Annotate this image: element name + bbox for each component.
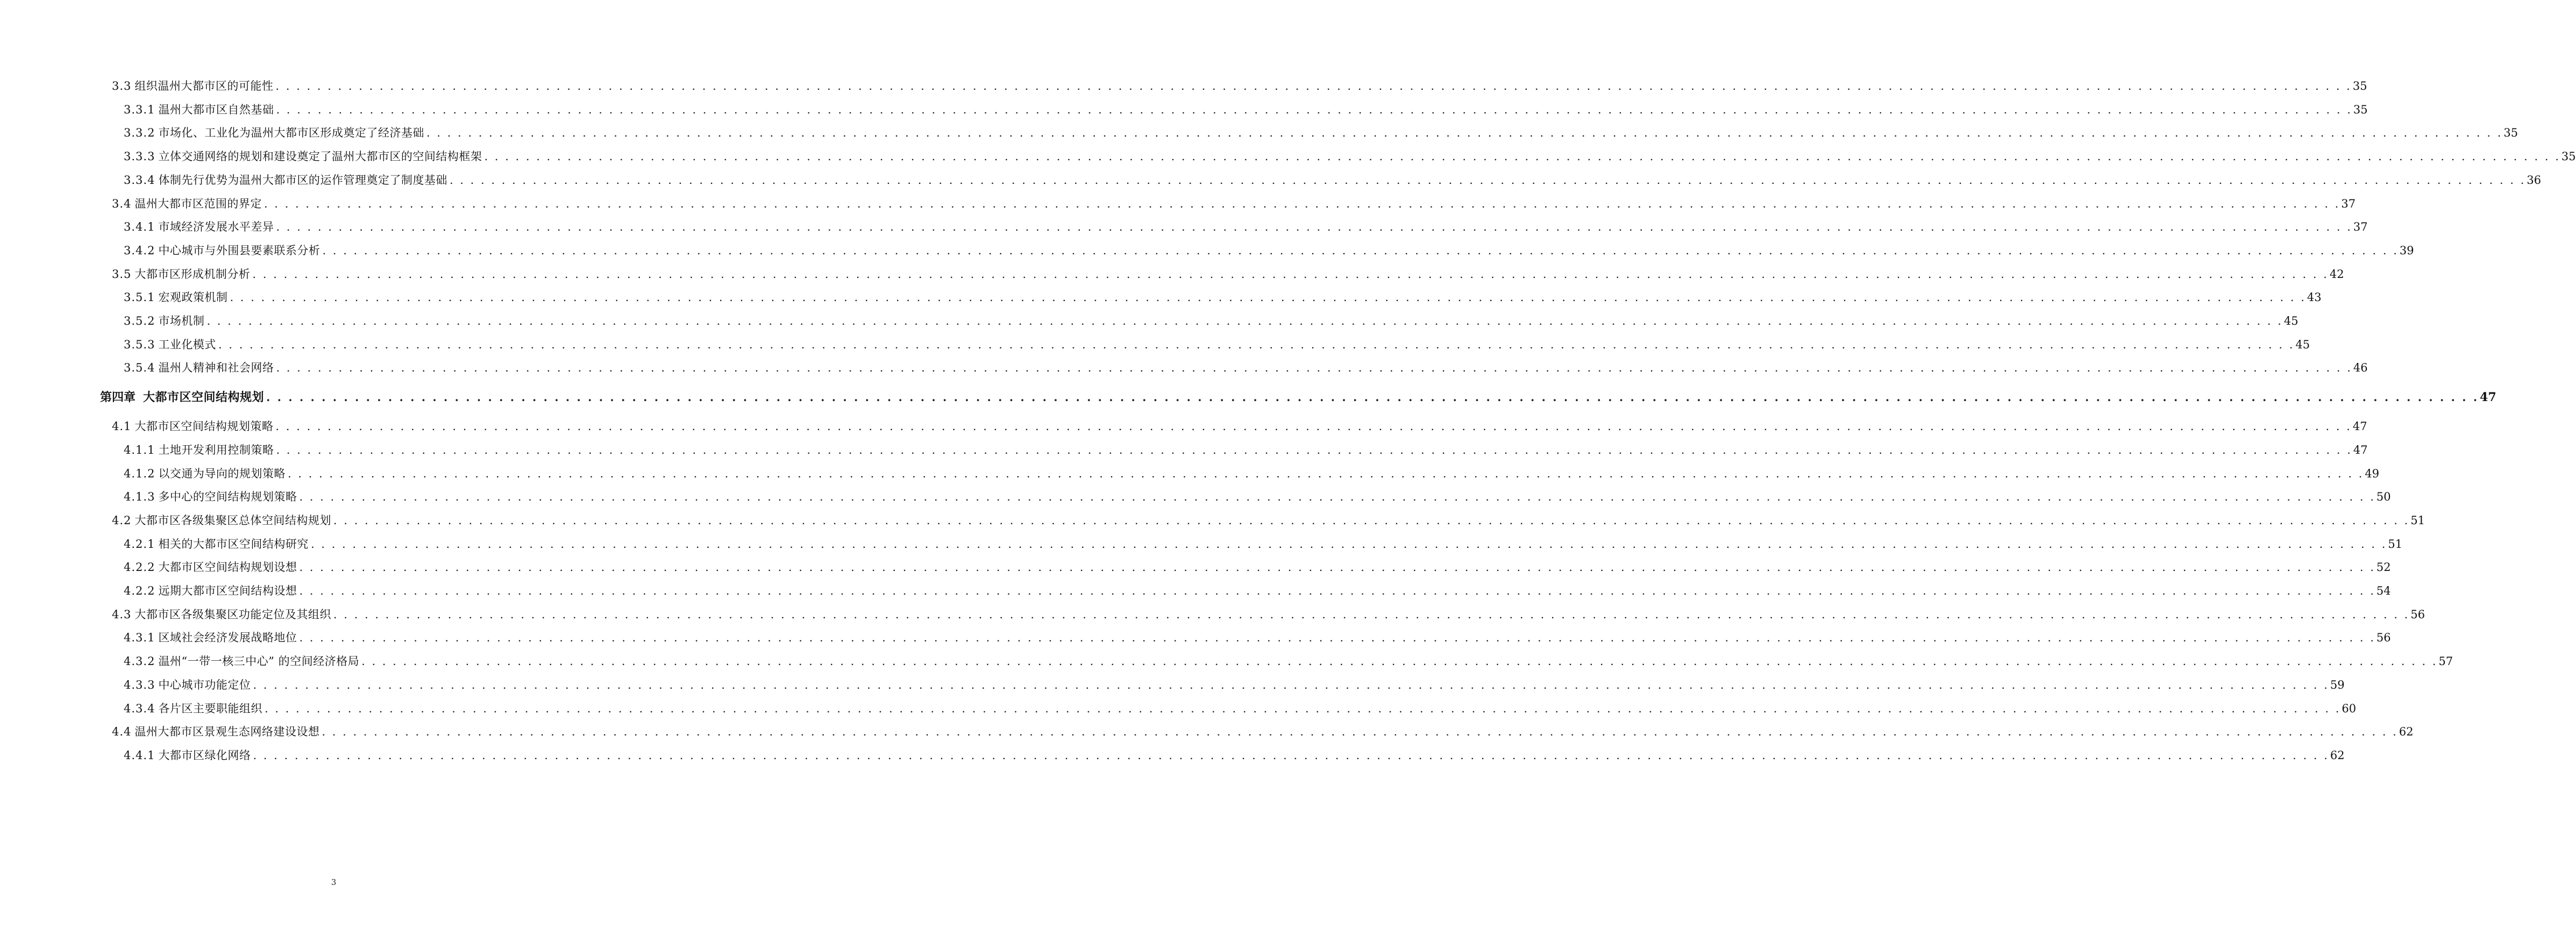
toc-entry-title: 大都市区各级集聚区总体空间结构规划 [134, 513, 331, 527]
toc-entry-number: 4.3.1 [124, 631, 155, 645]
toc-entry-number: 4.3.4 [124, 702, 155, 715]
toc-entry-page: 46 [2353, 361, 2368, 375]
toc-dot-leader: . . . . . . . . . . . . . . . . . . . . . . . . . . . . . . . . . . . . . . . . . . . . . . . . . . . . . . . . . . . . . . . . . . . . . . . . . . . . . . . . . . . . . . . . . . . . . . . . . . . . . . . . . . . . . . . . . . . . . . . . . . . . . . . . . . . . . . . . . . . . . . . . . . . . . . . . . . . . . . . . . . . . . . . . . . . . . . . . . . . . . . . . . . . . . . . . . . . . . . . . [264, 197, 2340, 210]
toc-entry-page: 50 [2376, 490, 2391, 504]
toc-entry-title: 区域社会经济发展战略地位 [158, 631, 297, 645]
toc-entry[interactable] [124, 673, 2345, 692]
toc-dot-leader: . . . . . . . . . . . . . . . . . . . . . . . . . . . . . . . . . . . . . . . . . . . . . . . . . . . . . . . . . . . . . . . . . . . . . . . . . . . . . . . . . . . . . . . . . . . . . . . . . . . . . . . . . . . . . . . . . . . . . . . . . . . . . . . . . . . . . . . . . . . . . . . . . . . . . . . . . . . . . . . . . . . . . . . . . . . . . . . . . . . . . . . . . . . . . . . . . . . . . . . . [252, 267, 2329, 281]
toc-entry[interactable] [124, 215, 2368, 234]
toc-entry-page: 35 [2503, 126, 2518, 140]
toc-entry[interactable] [124, 697, 2357, 716]
toc-dot-leader: . . . . . . . . . . . . . . . . . . . . . . . . . . . . . . . . . . . . . . . . . . . . . . . . . . . . . . . . . . . . . . . . . . . . . . . . . . . . . . . . . . . . . . . . . . . . . . . . . . . . . . . . . . . . . . . . . . . . . . . . . . . . . . . . . . . . . . . . . . . . . . . . . . . . . . . . . . . . . . . . . . . . . . . . . . . . . . . . . . . . . . . . . . . . . . . . . . . . . . . . [275, 80, 2352, 92]
toc-entry-title: 中心城市与外围县要素联系分析 [158, 244, 321, 257]
toc-entry-page: 35 [2352, 80, 2367, 92]
toc-entry-page: 60 [2342, 702, 2357, 715]
toc-entry-title: 组织温州大都市区的可能性 [134, 80, 274, 92]
toc-entry-number: 3.5 [112, 267, 132, 281]
toc-entry-title: 温州大都市区自然基础 [158, 103, 274, 116]
toc-entry[interactable] [112, 262, 2344, 282]
toc-entry-page: 56 [2410, 608, 2425, 621]
toc-dot-leader: . . . . . . . . . . . . . . . . . . . . . . . . . . . . . . . . . . . . . . . . . . . . . . . . . . . . . . . . . . . . . . . . . . . . . . . . . . . . . . . . . . . . . . . . . . . . . . . . . . . . . . . . . . . . . . . . . . . . . . . . . . . . . . . . . . . . . . . . . . . . . . . . . . . . . . . . . . . . . . . . . . . . . . . . . . . . . . . . . . . . . . . . . . . . . . . . . . . . . . . . [266, 390, 2479, 404]
toc-entry[interactable] [124, 309, 2299, 328]
toc-dot-leader: . . . . . . . . . . . . . . . . . . . . . . . . . . . . . . . . . . . . . . . . . . . . . . . . . . . . . . . . . . . . . . . . . . . . . . . . . . . . . . . . . . . . . . . . . . . . . . . . . . . . . . . . . . . . . . . . . . . . . . . . . . . . . . . . . . . . . . . . . . . . . . . . . . . . . . . . . . . . . . . . . . . . . . . . . . . . . . . . . . . . . . . . . . . . . . . . . . . . . . . . [218, 338, 2295, 351]
toc-dot-leader: . . . . . . . . . . . . . . . . . . . . . . . . . . . . . . . . . . . . . . . . . . . . . . . . . . . . . . . . . . . . . . . . . . . . . . . . . . . . . . . . . . . . . . . . . . . . . . . . . . . . . . . . . . . . . . . . . . . . . . . . . . . . . . . . . . . . . . . . . . . . . . . . . . . . . . . . . . . . . . . . . . . . . . . . . . . . . . . . . . . . . . . . . . . . . . . . . . . . . . . . [449, 173, 2526, 187]
toc-entry-page: 42 [2329, 267, 2344, 281]
toc-dot-leader: . . . . . . . . . . . . . . . . . . . . . . . . . . . . . . . . . . . . . . . . . . . . . . . . . . . . . . . . . . . . . . . . . . . . . . . . . . . . . . . . . . . . . . . . . . . . . . . . . . . . . . . . . . . . . . . . . . . . . . . . . . . . . . . . . . . . . . . . . . . . . . . . . . . . . . . . . . . . . . . . . . . . . . . . . . . . . . . . . . . . . . . . . . . . . . . . . . . . . . . . [333, 608, 2410, 621]
toc-entry-page: 43 [2307, 291, 2322, 304]
toc-entry-page: 35 [2353, 103, 2368, 116]
toc-entry-title: 土地开发利用控制策略 [158, 443, 274, 456]
toc-entry[interactable] [124, 626, 2391, 645]
toc-dot-leader: . . . . . . . . . . . . . . . . . . . . . . . . . . . . . . . . . . . . . . . . . . . . . . . . . . . . . . . . . . . . . . . . . . . . . . . . . . . . . . . . . . . . . . . . . . . . . . . . . . . . . . . . . . . . . . . . . . . . . . . . . . . . . . . . . . . . . . . . . . . . . . . . . . . . . . . . . . . . . . . . . . . . . . . . . . . . . . . . . . . . . . . . . . . . . . . . . . . . . . . . [333, 513, 2410, 527]
toc-dot-leader: . . . . . . . . . . . . . . . . . . . . . . . . . . . . . . . . . . . . . . . . . . . . . . . . . . . . . . . . . . . . . . . . . . . . . . . . . . . . . . . . . . . . . . . . . . . . . . . . . . . . . . . . . . . . . . . . . . . . . . . . . . . . . . . . . . . . . . . . . . . . . . . . . . . . . . . . . . . . . . . . . . . . . . . . . . . . . . . . . . . . . . . . . . . . . . . . . . . . . . . . [361, 655, 2438, 668]
toc-entry-title: 立体交通网络的规划和建设奠定了温州大都市区的空间结构框架 [158, 150, 482, 163]
toc-entry-page: 47 [2352, 420, 2367, 433]
toc-entry-number: 4.4.1 [124, 748, 155, 762]
toc-dot-leader: . . . . . . . . . . . . . . . . . . . . . . . . . . . . . . . . . . . . . . . . . . . . . . . . . . . . . . . . . . . . . . . . . . . . . . . . . . . . . . . . . . . . . . . . . . . . . . . . . . . . . . . . . . . . . . . . . . . . . . . . . . . . . . . . . . . . . . . . . . . . . . . . . . . . . . . . . . . . . . . . . . . . . . . . . . . . . . . . . . . . . . . . . . . . . . . . . . . . . . . . [253, 748, 2329, 762]
toc-entry-number: 3.3.2 [124, 126, 155, 140]
toc-entry-page: 54 [2376, 584, 2391, 597]
toc-entry-title: 温州“一带一核三中心” 的空间经济格局 [158, 655, 360, 668]
toc-dot-leader: . . . . . . . . . . . . . . . . . . . . . . . . . . . . . . . . . . . . . . . . . . . . . . . . . . . . . . . . . . . . . . . . . . . . . . . . . . . . . . . . . . . . . . . . . . . . . . . . . . . . . . . . . . . . . . . . . . . . . . . . . . . . . . . . . . . . . . . . . . . . . . . . . . . . . . . . . . . . . . . . . . . . . . . . . . . . . . . . . . . . . . . . . . . . . . . . . . . . . . . . [276, 361, 2352, 375]
toc-entry-number: 4.2.2 [124, 561, 155, 574]
toc-entry-title: 各片区主要职能组织 [158, 702, 262, 715]
toc-entry-title: 市场机制 [158, 315, 205, 327]
toc-entry-page: 37 [2353, 220, 2368, 234]
toc-dot-leader: . . . . . . . . . . . . . . . . . . . . . . . . . . . . . . . . . . . . . . . . . . . . . . . . . . . . . . . . . . . . . . . . . . . . . . . . . . . . . . . . . . . . . . . . . . . . . . . . . . . . . . . . . . . . . . . . . . . . . . . . . . . . . . . . . . . . . . . . . . . . . . . . . . . . . . . . . . . . . . . . . . . . . . . . . . . . . . . . . . . . . . . . . . . . . . . . . . . . . . . . [275, 420, 2352, 433]
page-number: 3 [331, 877, 337, 887]
toc-entry-number: 4.1.2 [124, 467, 155, 480]
toc-entry-title: 温州人精神和社会网络 [158, 361, 274, 375]
toc-entry-page: 35 [2561, 150, 2576, 163]
toc-entry-number: 3.5.1 [124, 291, 155, 304]
toc-dot-leader: . . . . . . . . . . . . . . . . . . . . . . . . . . . . . . . . . . . . . . . . . . . . . . . . . . . . . . . . . . . . . . . . . . . . . . . . . . . . . . . . . . . . . . . . . . . . . . . . . . . . . . . . . . . . . . . . . . . . . . . . . . . . . . . . . . . . . . . . . . . . . . . . . . . . . . . . . . . . . . . . . . . . . . . . . . . . . . . . . . . . . . . . . . . . . . . . . . . . . . . . [287, 467, 2364, 480]
toc-entry-number: 3.4.2 [124, 244, 155, 257]
toc-entry[interactable] [124, 168, 2542, 188]
toc-entry-page: 57 [2438, 655, 2453, 668]
toc-dot-leader: . . . . . . . . . . . . . . . . . . . . . . . . . . . . . . . . . . . . . . . . . . . . . . . . . . . . . . . . . . . . . . . . . . . . . . . . . . . . . . . . . . . . . . . . . . . . . . . . . . . . . . . . . . . . . . . . . . . . . . . . . . . . . . . . . . . . . . . . . . . . . . . . . . . . . . . . . . . . . . . . . . . . . . . . . . . . . . . . . . . . . . . . . . . . . . . . . . . . . . . . [276, 443, 2352, 456]
toc-entry[interactable] [124, 333, 2310, 352]
toc-entry[interactable] [124, 532, 2403, 552]
toc-entry-number: 4.2.1 [124, 537, 155, 551]
toc-entry-number: 4.2 [112, 513, 132, 527]
toc-dot-leader: . . . . . . . . . . . . . . . . . . . . . . . . . . . . . . . . . . . . . . . . . . . . . . . . . . . . . . . . . . . . . . . . . . . . . . . . . . . . . . . . . . . . . . . . . . . . . . . . . . . . . . . . . . . . . . . . . . . . . . . . . . . . . . . . . . . . . . . . . . . . . . . . . . . . . . . . . . . . . . . . . . . . . . . . . . . . . . . . . . . . . . . . . . . . . . . . . . . . . . . . [207, 315, 2283, 327]
toc-dot-leader: . . . . . . . . . . . . . . . . . . . . . . . . . . . . . . . . . . . . . . . . . . . . . . . . . . . . . . . . . . . . . . . . . . . . . . . . . . . . . . . . . . . . . . . . . . . . . . . . . . . . . . . . . . . . . . . . . . . . . . . . . . . . . . . . . . . . . . . . . . . . . . . . . . . . . . . . . . . . . . . . . . . . . . . . . . . . . . . . . . . . . . . . . . . . . . . . . . . . . . . . [299, 561, 2375, 574]
toc-dot-leader: . . . . . . . . . . . . . . . . . . . . . . . . . . . . . . . . . . . . . . . . . . . . . . . . . . . . . . . . . . . . . . . . . . . . . . . . . . . . . . . . . . . . . . . . . . . . . . . . . . . . . . . . . . . . . . . . . . . . . . . . . . . . . . . . . . . . . . . . . . . . . . . . . . . . . . . . . . . . . . . . . . . . . . . . . . . . . . . . . . . . . . . . . . . . . . . . . . . . . . . . [310, 537, 2387, 551]
toc-entry-page: 59 [2330, 678, 2345, 691]
toc-entry-number: 4.1 [112, 420, 132, 433]
toc-entry[interactable] [112, 74, 2367, 94]
toc-entry-title: 大都市区形成机制分析 [134, 267, 251, 281]
toc-entry-number: 3.5.4 [124, 361, 155, 375]
toc-entry-page: 39 [2399, 244, 2414, 257]
toc-dot-leader: . . . . . . . . . . . . . . . . . . . . . . . . . . . . . . . . . . . . . . . . . . . . . . . . . . . . . . . . . . . . . . . . . . . . . . . . . . . . . . . . . . . . . . . . . . . . . . . . . . . . . . . . . . . . . . . . . . . . . . . . . . . . . . . . . . . . . . . . . . . . . . . . . . . . . . . . . . . . . . . . . . . . . . . . . . . . . . . . . . . . . . . . . . . . . . . . . . . . . . . . [426, 126, 2503, 140]
toc-entry-number: 3.4 [112, 197, 132, 210]
toc-dot-leader: . . . . . . . . . . . . . . . . . . . . . . . . . . . . . . . . . . . . . . . . . . . . . . . . . . . . . . . . . . . . . . . . . . . . . . . . . . . . . . . . . . . . . . . . . . . . . . . . . . . . . . . . . . . . . . . . . . . . . . . . . . . . . . . . . . . . . . . . . . . . . . . . . . . . . . . . . . . . . . . . . . . . . . . . . . . . . . . . . . . . . . . . . . . . . . . . . . . . . . . . [299, 584, 2375, 597]
toc-entry[interactable] [124, 579, 2391, 598]
toc-entry-number: 3.4.1 [124, 220, 155, 234]
toc-dot-leader: . . . . . . . . . . . . . . . . . . . . . . . . . . . . . . . . . . . . . . . . . . . . . . . . . . . . . . . . . . . . . . . . . . . . . . . . . . . . . . . . . . . . . . . . . . . . . . . . . . . . . . . . . . . . . . . . . . . . . . . . . . . . . . . . . . . . . . . . . . . . . . . . . . . . . . . . . . . . . . . . . . . . . . . . . . . . . . . . . . . . . . . . . . . . . . . . . . . . . . . . [230, 291, 2306, 304]
toc-entry[interactable] [124, 145, 2576, 164]
toc-entry-page: 36 [2527, 173, 2542, 187]
toc-entry[interactable] [124, 744, 2345, 763]
toc-dot-leader: . . . . . . . . . . . . . . . . . . . . . . . . . . . . . . . . . . . . . . . . . . . . . . . . . . . . . . . . . . . . . . . . . . . . . . . . . . . . . . . . . . . . . . . . . . . . . . . . . . . . . . . . . . . . . . . . . . . . . . . . . . . . . . . . . . . . . . . . . . . . . . . . . . . . . . . . . . . . . . . . . . . . . . . . . . . . . . . . . . . . . . . . . . . . . . . . . . . . . . . . [253, 678, 2329, 691]
toc-entry-title: 工业化模式 [158, 338, 216, 351]
toc-entry-number: 3.3.4 [124, 173, 155, 187]
toc-entry-number: 3.5.3 [124, 338, 155, 351]
toc-dot-leader: . . . . . . . . . . . . . . . . . . . . . . . . . . . . . . . . . . . . . . . . . . . . . . . . . . . . . . . . . . . . . . . . . . . . . . . . . . . . . . . . . . . . . . . . . . . . . . . . . . . . . . . . . . . . . . . . . . . . . . . . . . . . . . . . . . . . . . . . . . . . . . . . . . . . . . . . . . . . . . . . . . . . . . . . . . . . . . . . . . . . . . . . . . . . . . . . . . . . . . . . [322, 244, 2399, 257]
toc-entry-title: 以交通为导向的规划策略 [158, 467, 286, 480]
toc-entry-page: 52 [2376, 561, 2391, 574]
toc-entry-number: 3.3 [112, 80, 132, 92]
toc-dot-leader: . . . . . . . . . . . . . . . . . . . . . . . . . . . . . . . . . . . . . . . . . . . . . . . . . . . . . . . . . . . . . . . . . . . . . . . . . . . . . . . . . . . . . . . . . . . . . . . . . . . . . . . . . . . . . . . . . . . . . . . . . . . . . . . . . . . . . . . . . . . . . . . . . . . . . . . . . . . . . . . . . . . . . . . . . . . . . . . . . . . . . . . . . . . . . . . . . . . . . . . . [299, 490, 2375, 504]
toc-entry-title: 中心城市功能定位 [158, 678, 251, 691]
toc-entry[interactable] [124, 121, 2518, 140]
toc-entry-title: 多中心的空间结构规划策略 [158, 490, 297, 504]
toc-entry-page: 45 [2295, 338, 2310, 351]
toc-entry-number: 4.3 [112, 608, 132, 621]
toc-entry-title: 温州大都市区范围的界定 [134, 197, 262, 210]
toc-entry-number: 4.1.3 [124, 490, 155, 504]
toc-entry[interactable] [124, 356, 2368, 375]
toc-entry-page: 47 [2480, 390, 2496, 405]
toc-entry-page: 51 [2410, 513, 2425, 527]
toc-entry[interactable] [124, 555, 2391, 575]
toc-dot-leader: . . . . . . . . . . . . . . . . . . . . . . . . . . . . . . . . . . . . . . . . . . . . . . . . . . . . . . . . . . . . . . . . . . . . . . . . . . . . . . . . . . . . . . . . . . . . . . . . . . . . . . . . . . . . . . . . . . . . . . . . . . . . . . . . . . . . . . . . . . . . . . . . . . . . . . . . . . . . . . . . . . . . . . . . . . . . . . . . . . . . . . . . . . . . . . . . . . . . . . . . [484, 150, 2560, 163]
toc-entry[interactable] [112, 603, 2425, 622]
toc-entry-title: 体制先行优势为温州大都市区的运作管理奠定了制度基础 [158, 173, 447, 187]
toc-entry-title: 市域经济发展水平差异 [158, 220, 274, 234]
toc-entry-page: 45 [2283, 315, 2299, 327]
toc-entry[interactable] [124, 239, 2414, 258]
toc-dot-leader: . . . . . . . . . . . . . . . . . . . . . . . . . . . . . . . . . . . . . . . . . . . . . . . . . . . . . . . . . . . . . . . . . . . . . . . . . . . . . . . . . . . . . . . . . . . . . . . . . . . . . . . . . . . . . . . . . . . . . . . . . . . . . . . . . . . . . . . . . . . . . . . . . . . . . . . . . . . . . . . . . . . . . . . . . . . . . . . . . . . . . . . . . . . . . . . . . . . . . . . . [299, 631, 2375, 645]
toc-entry-title: 大都市区空间结构规划策略 [134, 420, 274, 433]
toc-chapter-entry[interactable] [100, 385, 2496, 405]
toc-entry-page: 49 [2365, 467, 2380, 480]
toc-entry-title: 市场化、工业化为温州大都市区形成奠定了经济基础 [158, 126, 424, 140]
toc-dot-leader: . . . . . . . . . . . . . . . . . . . . . . . . . . . . . . . . . . . . . . . . . . . . . . . . . . . . . . . . . . . . . . . . . . . . . . . . . . . . . . . . . . . . . . . . . . . . . . . . . . . . . . . . . . . . . . . . . . . . . . . . . . . . . . . . . . . . . . . . . . . . . . . . . . . . . . . . . . . . . . . . . . . . . . . . . . . . . . . . . . . . . . . . . . . . . . . . . . . . . . . . [276, 103, 2352, 116]
toc-entry-number: 4.2.2 [124, 584, 155, 597]
toc-entry-title: 远期大都市区空间结构设想 [158, 584, 297, 597]
toc-entry-number: 4.3.3 [124, 678, 155, 691]
toc-entry-title: 大都市区空间结构规划设想 [158, 561, 297, 574]
toc-entry-page: 62 [2330, 748, 2345, 762]
toc-entry[interactable] [124, 649, 2453, 669]
toc-entry[interactable] [112, 720, 2414, 739]
toc-entry-number: 4.1.1 [124, 443, 155, 456]
toc-entry[interactable] [124, 98, 2368, 117]
toc-entry-title: 温州大都市区景观生态网络建设设想 [134, 725, 320, 739]
toc-entry-page: 51 [2388, 537, 2403, 551]
toc-entry-page: 47 [2353, 443, 2368, 456]
toc-entry[interactable] [112, 509, 2425, 528]
toc-dot-leader: . . . . . . . . . . . . . . . . . . . . . . . . . . . . . . . . . . . . . . . . . . . . . . . . . . . . . . . . . . . . . . . . . . . . . . . . . . . . . . . . . . . . . . . . . . . . . . . . . . . . . . . . . . . . . . . . . . . . . . . . . . . . . . . . . . . . . . . . . . . . . . . . . . . . . . . . . . . . . . . . . . . . . . . . . . . . . . . . . . . . . . . . . . . . . . . . . . . . . . . . [322, 725, 2398, 739]
toc-dot-leader: . . . . . . . . . . . . . . . . . . . . . . . . . . . . . . . . . . . . . . . . . . . . . . . . . . . . . . . . . . . . . . . . . . . . . . . . . . . . . . . . . . . . . . . . . . . . . . . . . . . . . . . . . . . . . . . . . . . . . . . . . . . . . . . . . . . . . . . . . . . . . . . . . . . . . . . . . . . . . . . . . . . . . . . . . . . . . . . . . . . . . . . . . . . . . . . . . . . . . . . . [264, 702, 2341, 715]
toc-entry-title: 大都市区绿化网络 [158, 748, 251, 762]
toc-entry-number: 3.3.3 [124, 150, 155, 163]
toc-entry-title: 大都市区空间结构规划 [143, 390, 265, 405]
toc-entry-number: 3.5.2 [124, 315, 155, 327]
toc-entry-number: 4.4 [112, 725, 132, 739]
toc-entry-title: 相关的大都市区空间结构研究 [158, 537, 309, 551]
toc-entry[interactable] [124, 285, 2322, 305]
toc-entry-page: 62 [2399, 725, 2414, 739]
toc-entry[interactable] [124, 462, 2380, 481]
toc-entry[interactable] [124, 485, 2391, 504]
toc-entry-page: 56 [2376, 631, 2391, 645]
toc-entry-title: 宏观政策机制 [158, 291, 228, 304]
toc-entry-number: 3.3.1 [124, 103, 155, 116]
toc-entry-title: 大都市区各级集聚区功能定位及其组织 [134, 608, 331, 621]
toc-entry[interactable] [112, 415, 2367, 434]
toc-entry[interactable] [112, 192, 2356, 211]
toc-entry[interactable] [124, 438, 2368, 458]
toc-entry-number: 4.3.2 [124, 655, 155, 668]
toc-dot-leader: . . . . . . . . . . . . . . . . . . . . . . . . . . . . . . . . . . . . . . . . . . . . . . . . . . . . . . . . . . . . . . . . . . . . . . . . . . . . . . . . . . . . . . . . . . . . . . . . . . . . . . . . . . . . . . . . . . . . . . . . . . . . . . . . . . . . . . . . . . . . . . . . . . . . . . . . . . . . . . . . . . . . . . . . . . . . . . . . . . . . . . . . . . . . . . . . . . . . . . . . [276, 220, 2352, 234]
toc-entry-number: 第四章 [100, 390, 136, 405]
toc-entry-page: 37 [2341, 197, 2356, 210]
